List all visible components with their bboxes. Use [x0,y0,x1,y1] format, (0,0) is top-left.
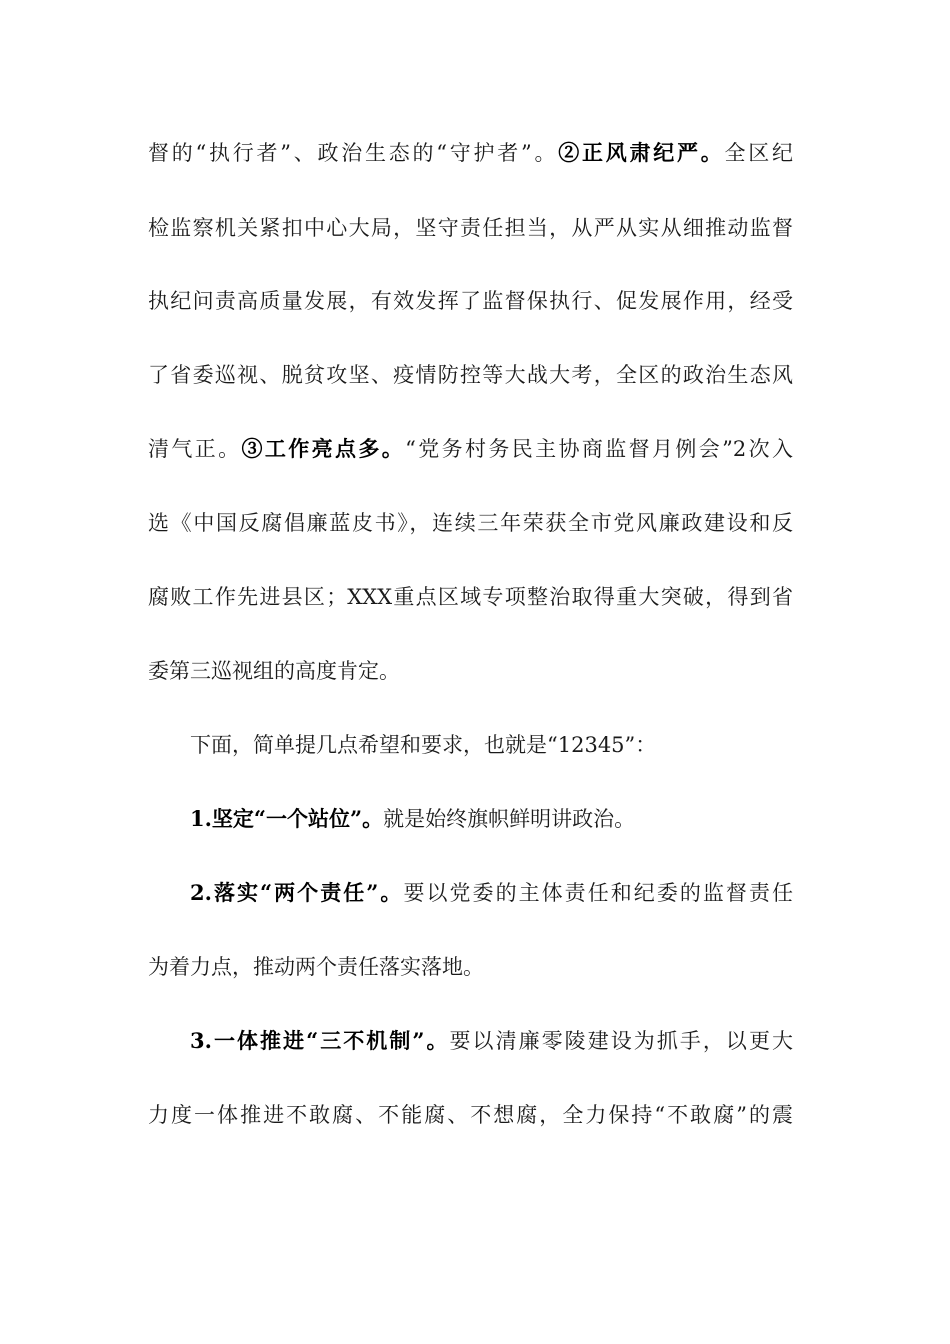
list-item-1: 1.坚定“一个站位”。就是始终旗帜鲜明讲政治。 [190,806,636,831]
bold-heading: ③工作亮点多。 [241,436,406,461]
paragraph-line-8: 委第三巡视组的高度肯定。 [148,659,400,683]
bold-heading: ②正风肃纪严。 [558,140,725,165]
list-item-3: 3.一体推进“三不机制”。要以清廉零陵建设为抓手，以更大 [190,1028,793,1053]
bold-heading: 2.落实“两个责任”。 [190,880,404,905]
paragraph-line-4: 了省委巡视、脱贫攻坚、疫情防控等大战大考，全区的政治生态风 [148,363,793,387]
paragraph-line-7: 腐败工作先进县区；XXX重点区域专项整治取得重大突破，得到省 [148,585,793,609]
bold-heading: 1.坚定“一个站位”。 [190,806,384,831]
paragraph-line-9: 下面，简单提几点希望和要求，也就是“12345”： [190,733,657,757]
list-item-2: 2.落实“两个责任”。要以党委的主体责任和纪委的监督责任 [190,880,793,905]
paragraph-line-6: 选《中国反腐倡廉蓝皮书》，连续三年荣获全市党风廉政建设和反 [148,511,793,535]
paragraph-line-1: 督的“执行者”、政治生态的“守护者”。②正风肃纪严。全区纪 [148,140,794,165]
list-item-2-continued: 为着力点，推动两个责任落实落地。 [148,955,484,979]
bold-heading: 3.一体推进“三不机制”。 [190,1028,450,1053]
paragraph-line-5: 清气正。③工作亮点多。“党务村务民主协商监督月例会”2次入 [148,436,794,461]
paragraph-line-2: 检监察机关紧扣中心大局，坚守责任担当，从严从实从细推动监督 [148,216,793,240]
paragraph-line-3: 执纪问责高质量发展，有效发挥了监督保执行、促发展作用，经受 [148,289,793,313]
list-item-3-continued: 力度一体推进不敢腐、不能腐、不想腐，全力保持“不敢腐”的震 [148,1103,793,1127]
